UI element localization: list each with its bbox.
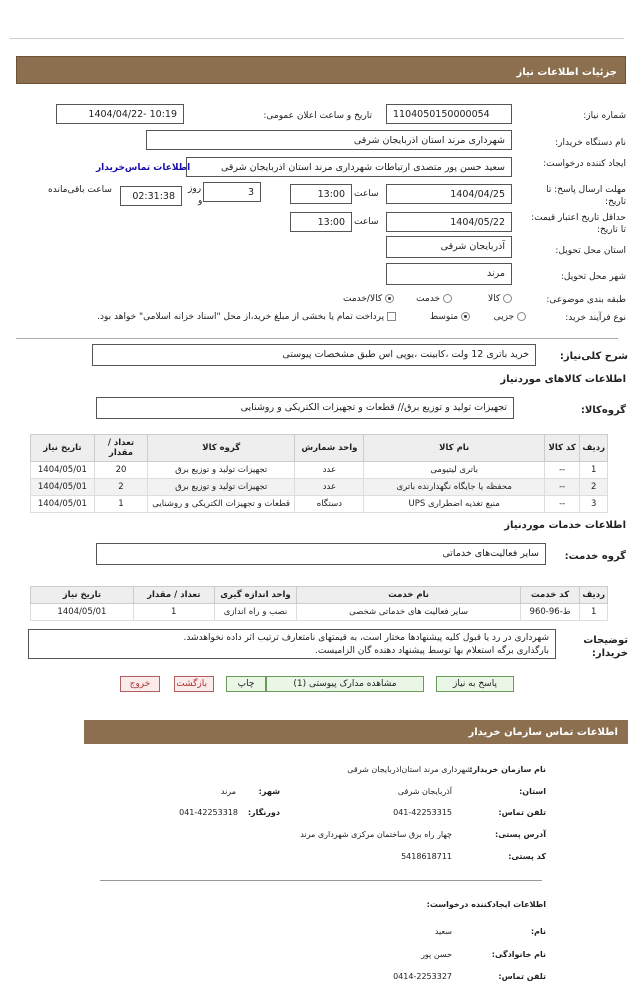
province-label: استان محل تحویل: [555, 246, 626, 256]
creator-label: ایجاد کننده درخواست: [543, 159, 626, 169]
goods-header-cell: تعداد / مقدار [94, 435, 147, 462]
need-number-label: شماره نیاز: [583, 111, 626, 121]
city-field: مرند [386, 263, 512, 285]
services-header-cell: ردیف [580, 587, 608, 604]
goods-group-label: گروه‌کالا: [580, 405, 626, 416]
remaining-time-field: 02:31:38 [120, 186, 182, 206]
table-row [31, 462, 608, 479]
goods-cell: 20 [94, 462, 147, 479]
creator-last-name-label: نام خانوادگی: [491, 950, 546, 959]
remaining-label: ساعت باقی‌مانده [48, 185, 112, 195]
view-attachments-button[interactable]: مشاهده مدارک پیوستی (1) [266, 676, 424, 692]
category-label: طبقه بندی موضوعی: [546, 295, 626, 305]
goods-header-cell: ردیف [580, 435, 608, 462]
services-cell: 1 [580, 604, 608, 621]
radio-icon [503, 294, 512, 303]
contact-phone-label: تلفن تماس: [498, 808, 546, 817]
validity-hour-field: 13:00 [290, 212, 352, 232]
notes-line-2: بارگذاری برگه استعلام بها توسط پیشنهاد دهنده گان الزامیست. [314, 646, 549, 656]
services-cell: سایر فعالیت های خدماتی شخصی [297, 604, 520, 621]
process-option-medium[interactable]: متوسط [430, 312, 470, 322]
services-cell: نصب و راه اندازی [214, 604, 297, 621]
creator-last-name-value: حسن پور [421, 950, 452, 959]
contact-province-label: استان: [519, 787, 546, 796]
announce-label: تاریخ و ساعت اعلان عمومی: [263, 111, 372, 121]
goods-cell: 1 [94, 496, 147, 513]
and-label: و [198, 196, 203, 206]
contact-title: اطلاعات تماس سازمان خریدار [468, 727, 618, 738]
contact-address-label: آدرس پستی: [495, 830, 546, 839]
radio-icon [443, 294, 452, 303]
contact-fax-label: دورنگار: [247, 808, 280, 817]
deadline-date-field: 1404/04/25 [386, 184, 512, 204]
notes-box [28, 629, 556, 659]
deadline-hour-label: ساعت [354, 189, 379, 199]
contact-fax-value: 041-42253318 [179, 808, 238, 817]
radio-icon [517, 312, 526, 321]
creator-phone-value: 0414-2253327 [393, 972, 452, 981]
services-group-field: سایر فعالیت‌های خدماتی [96, 543, 546, 565]
goods-cell: 3 [580, 496, 608, 513]
reply-button[interactable]: پاسخ به نیاز [436, 676, 514, 692]
goods-cell: -- [544, 462, 580, 479]
goods-cell: 2 [580, 479, 608, 496]
radio-selected-icon [385, 294, 394, 303]
contact-divider [100, 880, 542, 881]
category-option-goods[interactable]: کالا [488, 294, 512, 304]
creator-phone-label: تلفن تماس: [498, 972, 546, 981]
goods-table [30, 434, 608, 513]
notes-line-1: شهرداری در رد یا قبول کلیه پیشنهادها مختار است، به قیمتهای نامتعارف ترتیب اثر داده نخواهدشد. [183, 633, 549, 643]
category-option-goods-service[interactable]: کالا/خدمت [343, 294, 394, 304]
contact-phone-value: 041-42253315 [393, 808, 452, 817]
buyer-contact-link[interactable]: اطلاعات تماس‌خریدار [96, 163, 191, 173]
summary-label: شرح کلی‌نیاز: [559, 351, 628, 362]
contact-postal-value: 5418618711 [401, 852, 452, 861]
services-header-cell: تعداد / مقدار [133, 587, 214, 604]
goods-cell: 2 [94, 479, 147, 496]
goods-cell: محفظه یا جایگاه نگهدارنده باتری [364, 479, 544, 496]
validity-date-field: 1404/05/22 [386, 212, 512, 232]
divider [16, 338, 618, 339]
services-header-cell: واحد اندازه گیری [214, 587, 297, 604]
goods-cell: منبع تغذیه اضطراری UPS [364, 496, 544, 513]
contact-city-value: مرند [220, 787, 236, 796]
goods-cell: -- [544, 479, 580, 496]
contact-address-value: چهار راه برق ساختمان مرکزی شهرداری مرند [300, 830, 452, 839]
table-row [31, 479, 608, 496]
services-section-title: اطلاعات خدمات موردنیاز [504, 520, 626, 531]
creator-first-name-label: نام: [530, 927, 546, 936]
days-label: روز [188, 184, 202, 194]
services-table [30, 586, 608, 621]
contact-org-label: نام سازمان خریدار: [469, 765, 546, 774]
validity-hour-label: ساعت [354, 217, 379, 227]
goods-table-header [31, 435, 608, 462]
services-cell: 1 [133, 604, 214, 621]
goods-cell: 1 [580, 462, 608, 479]
announce-field: 1404/04/22- 10:19 [56, 104, 184, 124]
exit-button[interactable]: خروج [120, 676, 160, 692]
province-field: آذربایجان شرقی [386, 236, 512, 258]
radio-selected-icon [461, 312, 470, 321]
contact-city-label: شهر: [258, 787, 280, 796]
back-button[interactable]: بازگشت [174, 676, 214, 692]
goods-cell: عدد [295, 462, 364, 479]
summary-field: خرید باتری 12 ولت ،کابینت ،یوپی اس طبق مشخصات پیوستی [92, 344, 536, 366]
payment-treasury-checkbox[interactable]: پرداخت تمام یا بخشی از مبلغ خرید،از محل "اسناد خزانه اسلامی" خواهد بود. [97, 312, 396, 322]
creator-first-name-value: سعید [434, 927, 452, 936]
table-row [31, 604, 608, 621]
category-option-service[interactable]: خدمت [416, 294, 452, 304]
deadline-label: مهلت ارسال پاسخ: تا تاریخ: [546, 185, 626, 207]
contact-org-value: شهرداری مرند استان‌اذربایجان شرقی [347, 765, 472, 774]
top-divider [10, 38, 624, 39]
need-number-field: 1104050150000054 [386, 104, 512, 124]
services-group-label: گروه خدمت: [564, 551, 626, 562]
goods-cell: 1404/05/01 [31, 462, 95, 479]
creator-field: سعید حسن پور متصدی ارتباطات شهرداری مرند استان اذربایجان شرقی [186, 157, 512, 177]
goods-cell: عدد [295, 479, 364, 496]
goods-header-cell: واحد شمارش [295, 435, 364, 462]
contact-province-value: آذربایجان شرقی [397, 787, 452, 796]
contact-title-bar [84, 720, 628, 744]
table-row [31, 496, 608, 513]
goods-group-field: تجهیزات تولید و توزیع برق// قطعات و تجهیزات الکتریکی و روشنایی [96, 397, 514, 419]
goods-header-cell: کد کالا [544, 435, 580, 462]
buyer-org-label: نام دستگاه خریدار: [555, 138, 626, 148]
contact-postal-label: کد پستی: [508, 852, 546, 861]
goods-header-cell: گروه کالا [148, 435, 295, 462]
services-header-cell: تاریخ نیاز [31, 587, 134, 604]
validity-label: حداقل تاریخ اعتبار قیمت: تا تاریخ: [531, 213, 626, 235]
page-title: جزئیات اطلاعات نیاز [516, 67, 617, 78]
services-cell: ط-96-960 [520, 604, 580, 621]
goods-header-cell: نام کالا [364, 435, 544, 462]
goods-cell: -- [544, 496, 580, 513]
process-label: نوع فرآیند خرید: [565, 313, 626, 323]
days-field: 3 [203, 182, 261, 202]
goods-header-cell: تاریخ نیاز [31, 435, 95, 462]
deadline-hour-field: 13:00 [290, 184, 352, 204]
goods-cell: قطعات و تجهیزات الکتریکی و روشنایی [148, 496, 295, 513]
services-table-header [31, 587, 608, 604]
goods-cell: 1404/05/01 [31, 496, 95, 513]
goods-section-title: اطلاعات کالاهای موردنیاز [500, 374, 626, 385]
goods-cell: 1404/05/01 [31, 479, 95, 496]
notes-label: توضیحات خریدار: [583, 635, 628, 659]
page-title-bar [16, 56, 626, 84]
services-header-cell: کد خدمت [520, 587, 580, 604]
goods-cell: تجهیزات تولید و توزیع برق [148, 462, 295, 479]
services-header-cell: نام خدمت [297, 587, 520, 604]
checkbox-icon [387, 312, 396, 321]
services-cell: 1404/05/01 [31, 604, 134, 621]
goods-cell: باتری لیتیومی [364, 462, 544, 479]
creator-info-title: اطلاعات ایجادکننده درخواست: [426, 900, 546, 909]
goods-cell: تجهیزات تولید و توزیع برق [148, 479, 295, 496]
process-option-minor[interactable]: جزیی [494, 312, 526, 322]
buyer-org-field: شهرداری مرند استان اذربایجان شرقی [146, 130, 512, 150]
goods-cell: دستگاه [295, 496, 364, 513]
print-button[interactable]: چاپ [226, 676, 266, 692]
city-label: شهر محل تحویل: [560, 272, 626, 282]
